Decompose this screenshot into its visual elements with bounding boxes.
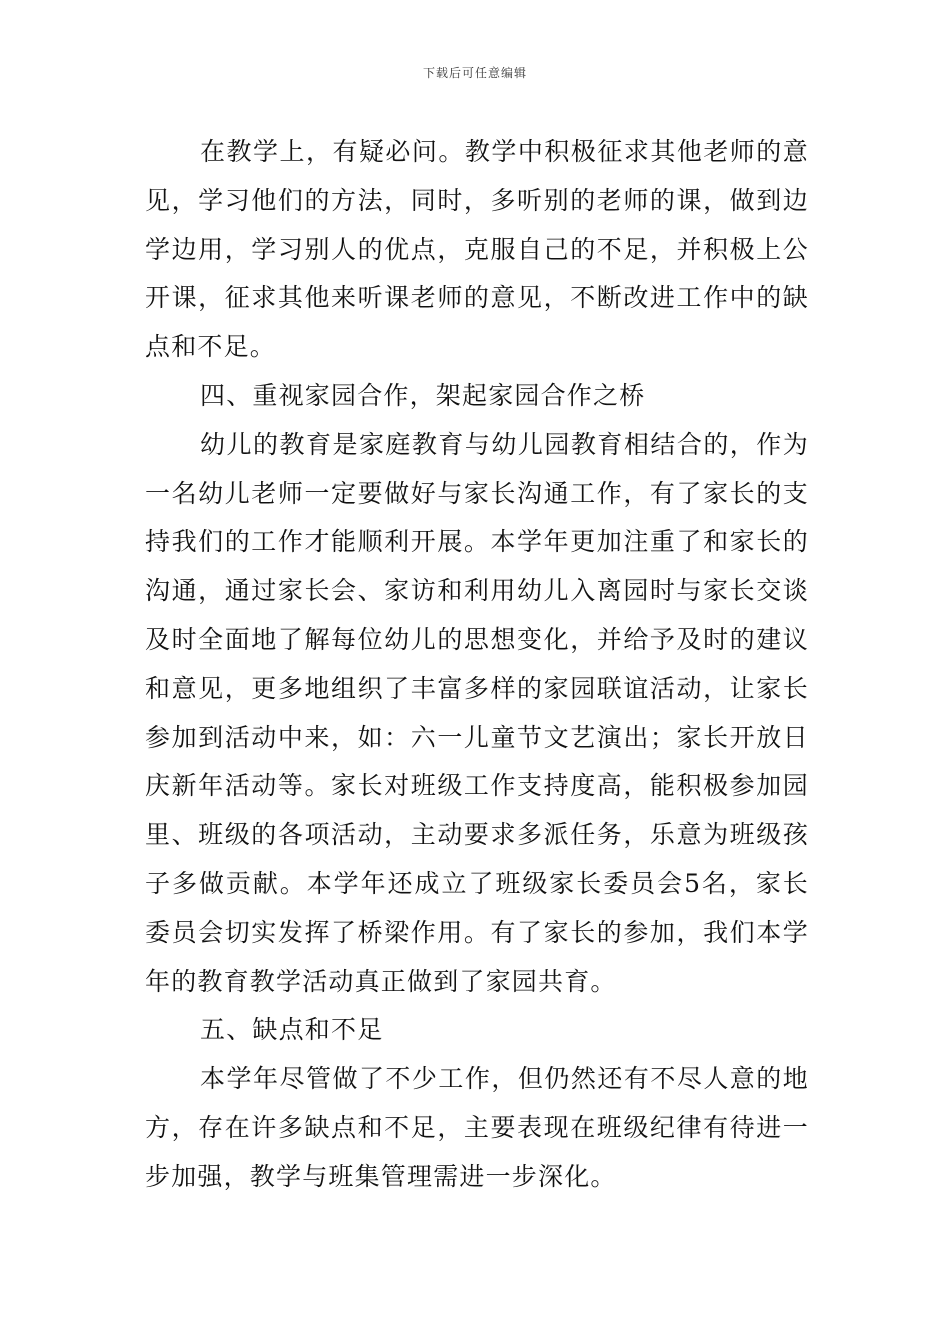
- document-body: [145, 128, 809, 1202]
- paragraph-teaching: 在教学上，有疑必问。教学中积极征求其他老师的意见，学习他们的方法，同时，多听别的老师的课，做到边学边用，学习别人的优点，克服自己的不足，并积极上公开课，征求其他来听课老师的意见，不断改进工作中的缺点和不足。: [145, 137, 809, 362]
- section-heading-four: 四、重视家园合作，架起家园合作之桥: [200, 380, 646, 410]
- paragraph-shortcomings: 本学年尽管做了不少工作，但仍然还有不尽人意的地方，存在许多缺点和不足，主要表现在班级纪律有待进一步加强，教学与班集管理需进一步深化。: [145, 1064, 809, 1191]
- section-heading-five: 五、缺点和不足: [200, 1015, 384, 1045]
- paragraph-home-school-cooperation: 幼儿的教育是家庭教育与幼儿园教育相结合的，作为一名幼儿老师一定要做好与家长沟通工作，有了家长的支持我们的工作才能顺利开展。本学年更加注重了和家长的沟通，通过家长会、家访和利用幼儿入离园时与家长交谈及时全面地了解每位幼儿的思想变化，并给予及时的建议和意见，更多地组织了丰富多样的家园联谊活动，让家长参加到活动中来，如：六一儿童节文艺演出；家长开放日庆新年活动等。家长对班级工作支持度高，能积极参加园里、班级的各项活动，主动要求多派任务，乐意为班级孩子多做贡献。本学年还成立了班级家长委员会5名，家长委员会切实发挥了桥梁作用。有了家长的参加，我们本学年的教育教学活动真正做到了家园共育。: [145, 429, 809, 996]
- page-header-watermark: 下载后可任意编辑: [422, 66, 527, 80]
